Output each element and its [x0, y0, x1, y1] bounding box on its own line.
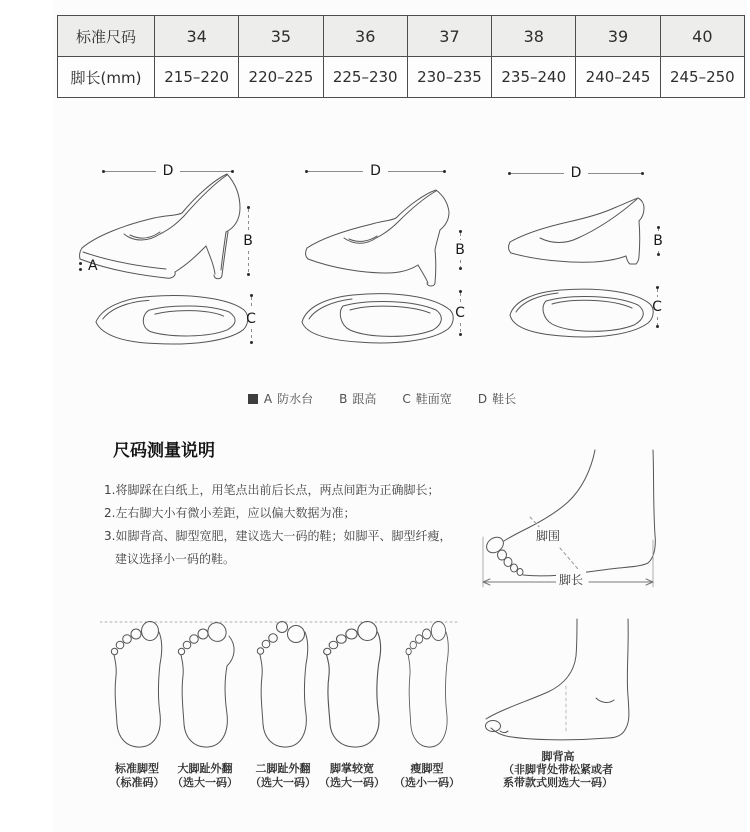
foot-type-label-second-toe: 二脚趾外翻 （选大一码） — [250, 762, 316, 789]
dim-label-b: B — [455, 242, 465, 258]
foot-type-label-wide: 脚掌较宽 （选大一码） — [319, 762, 385, 789]
legend-label: 鞋长 — [492, 392, 517, 406]
heel-pump-side-drawing — [76, 172, 256, 290]
foot-types-drawing — [100, 616, 460, 768]
foot-length-label: 脚长 — [556, 571, 586, 588]
instep-note-line-2: 系带款式则选大一码） — [503, 776, 613, 789]
legend-item-heel-height — [339, 390, 376, 407]
size-cell: 38 — [492, 16, 576, 57]
size-table-header-row — [58, 16, 745, 57]
dim-marker-platform — [79, 259, 100, 273]
length-cell: 225–230 — [323, 57, 407, 98]
legend-item-platform — [248, 390, 313, 407]
dim-line-heel-height-flat — [650, 226, 666, 256]
dim-label-c: C — [455, 305, 465, 321]
dim-line-width-pump — [243, 294, 259, 344]
step-line-2: 2.左右脚大小有微小差距，应以偏大数据为准； — [104, 506, 356, 520]
dim-label-c: C — [652, 299, 662, 315]
legend-item-length — [478, 390, 516, 407]
kitten-pump-side-drawing — [302, 188, 457, 288]
foot-type-label-thin: 瘦脚型 （选小一码） — [394, 762, 460, 789]
foot-type-label-standard: 标准脚型 （标准码） — [109, 762, 165, 789]
length-cell: 215–220 — [155, 57, 239, 98]
length-row-label: 脚长(mm) — [58, 57, 155, 98]
legend-key: C — [402, 391, 411, 406]
foot-length-row — [58, 57, 745, 98]
foot-girth-label: 脚围 — [536, 529, 561, 543]
measurement-steps — [104, 479, 451, 571]
size-cell: 36 — [323, 16, 407, 57]
length-cell: 240–245 — [576, 57, 660, 98]
length-cell: 235–240 — [492, 57, 576, 98]
step-line-4: 建议选择小一码的鞋。 — [115, 552, 236, 566]
dim-label-b: B — [653, 233, 663, 249]
step-line-3: 3.如脚背高、脚型宽肥，建议选大一码的鞋；如脚平、脚型纤瘦， — [104, 529, 452, 543]
size-cell: 35 — [239, 16, 323, 57]
dim-line-heel-height-kitten — [452, 230, 468, 270]
legend-key: D — [477, 391, 488, 406]
foot-bunion — [178, 619, 234, 747]
dim-label-b: B — [243, 233, 253, 249]
flat-shoe-top-drawing — [506, 283, 656, 343]
instep-note — [472, 750, 644, 789]
legend-key: A — [263, 391, 273, 406]
heel-pump-top-drawing — [92, 288, 254, 350]
length-cell: 245–250 — [660, 57, 744, 98]
length-cell: 220–225 — [239, 57, 323, 98]
size-cell: 40 — [660, 16, 744, 57]
size-table — [57, 15, 745, 98]
foot-measurement-drawing — [460, 445, 715, 590]
kitten-pump-top-drawing — [298, 286, 458, 350]
legend-label: 鞋面宽 — [415, 392, 452, 406]
legend-square-icon — [248, 394, 258, 404]
dim-line-heel-height-pump — [240, 206, 256, 276]
instep-title: 脚背高 — [541, 750, 575, 763]
instep-height-drawing — [470, 616, 700, 751]
size-cell: 37 — [407, 16, 491, 57]
legend-item-width — [402, 390, 451, 407]
dim-label-d: D — [370, 163, 381, 179]
foot-type-label-big-toe: 大脚趾外翻 （选大一码） — [172, 762, 238, 789]
dim-label-d: D — [570, 165, 582, 181]
size-cell: 39 — [576, 16, 660, 57]
dim-label-d: D — [162, 163, 174, 179]
instep-note-line-1: （非脚背处带松紧或者 — [503, 763, 613, 776]
dim-line-width-kitten — [452, 290, 468, 336]
measurement-guide-title: 尺码测量说明 — [113, 441, 215, 461]
dim-line-length-kitten-pump — [305, 164, 446, 178]
length-cell: 230–235 — [407, 57, 491, 98]
dim-label-a: A — [88, 258, 98, 274]
foot-long-second-toe — [257, 622, 307, 748]
step-line-1: 1.将脚踩在白纸上，用笔点出前后长点，两点间距为正确脚长； — [104, 483, 440, 497]
size-row-label: 标准尺码 — [58, 16, 155, 57]
legend-key: B — [339, 391, 348, 406]
dimension-legend — [54, 390, 710, 407]
flat-shoe-side-drawing — [506, 194, 656, 272]
legend-label: 防水台 — [277, 392, 314, 406]
size-cell: 34 — [155, 16, 239, 57]
dim-line-width-flat — [649, 286, 665, 328]
dim-label-c: C — [246, 311, 256, 327]
legend-label: 跟高 — [352, 392, 377, 406]
dim-line-length-flat — [508, 166, 644, 180]
